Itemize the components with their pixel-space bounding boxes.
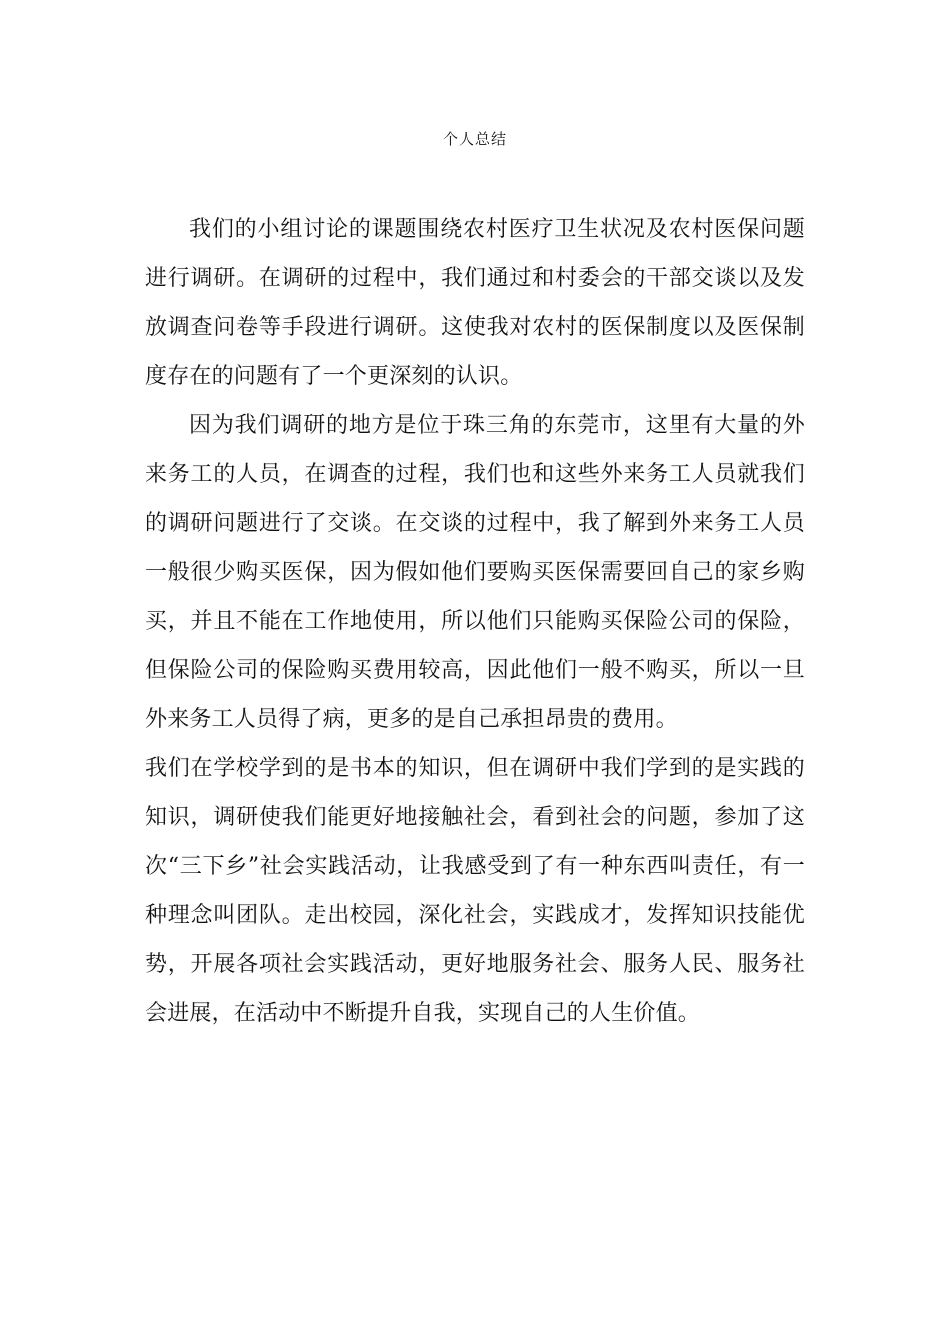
document-title: 个人总结 <box>442 130 507 148</box>
paragraph-1: 我们的小组讨论的课题围绕农村医疗卫生状况及农村医保问题进行调研。在调研的过程中，我们通过和村委会的干部交谈以及发放调查问卷等手段进行调研。这使我对农村的医保制度以及医保制度存在的问题有了一个更深刻的认识。 <box>145 217 805 389</box>
paragraph-2: 因为我们调研的地方是位于珠三角的东莞市，这里有大量的外来务工的人员，在调查的过程，我们也和这些外来务工人员就我们的调研问题进行了交谈。在交谈的过程中，我了解到外来务工人员一般很少购买医保，因为假如他们要购买医保需要回自己的家乡购买，并且不能在工作地使用，所以他们只能购买保险公司的保险，但保险公司的保险购买费用较高，因此他们一般不购买，所以一旦外来务工人员得了病，更多的是自己承担昂贵的费用。 <box>145 413 805 732</box>
paragraph-3: 我们在学校学到的是书本的知识，但在调研中我们学到的是实践的知识，调研使我们能更好地接触社会，看到社会的问题，参加了这次“三下乡”社会实践活动，让我感受到了有一种东西叫责任，有一种理念叫团队。走出校园，深化社会，实践成才，发挥知识技能优势，开展各项社会实践活动，更好地服务社会、服务人民、服务社会进展，在活动中不断提升自我，实现自己的人生价值。 <box>145 756 805 1026</box>
document-body <box>145 205 805 1038</box>
